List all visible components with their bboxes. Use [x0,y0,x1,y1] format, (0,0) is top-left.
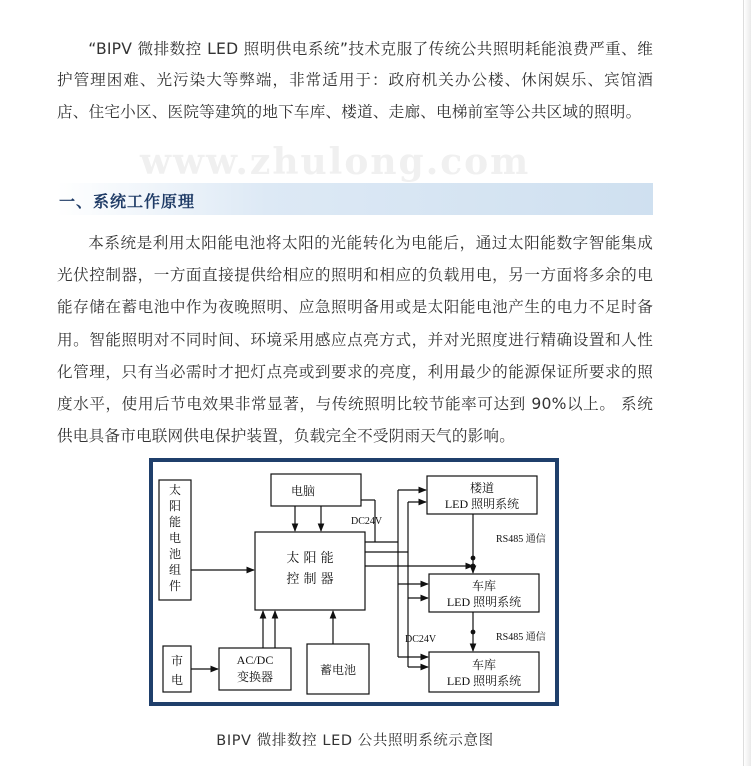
controller-label-line2: 控 制 器 [286,572,334,587]
solar-module-char: 能 [168,515,182,529]
stairwell-label-line1: 楼道 [469,481,495,495]
solar-module-char: 阳 [168,499,182,513]
body-paragraph: 本系统是利用太阳能电池将太阳的光能转化为电能后，通过太阳能数字智能集成光伏控制器，一方面直接提供给相应的照明和相应的负载用电，另一方面将多余的电能存储在蓄电池中作为夜晚照明、应急照明备用或是太阳能电池产生的电力不足时备用。智能照明对不同时间、环境采用感应点亮方式，并对光照度进行精确设置和人性化管理，只有当必需时才把灯点亮或到要求的亮度，利用最少的能源保证所要求的照度水平，使用后节电效果非常显著，与传统照明比较节能率可达到 90%以上。 系统供电具备市电联网供电保护装置，负载完全不受阴雨天气的影响。 [57,234,653,446]
solar-module-char: 件 [168,579,182,593]
dc24v-label-bottom: DC24V [405,634,437,645]
mains-label-char: 电 [170,673,184,687]
solar-module-char: 池 [168,547,182,561]
computer-box [271,474,361,506]
solar-module-char: 电 [168,531,182,545]
rs485-label-top: RS485 通信 [496,534,546,545]
section-heading-bar [57,183,653,215]
solar-module-char: 组 [168,563,182,577]
converter-label-line2: 变换器 [236,670,274,684]
rs485-label-bottom: RS485 通信 [496,632,546,643]
intro-paragraph: “BIPV 微排数控 LED 照明供电系统”技术克服了传统公共照明耗能浪费严重、维护管理困难、光污染大等弊端，非常适用于：政府机关办公楼、休闲娱乐、宾馆酒店、住宅小区、医院等建筑的地下车库、楼道、走廊、电梯前室等公共区域的照明。 [57,40,653,121]
computer-label: 电脑 [290,484,316,498]
diagram-caption: BIPV 微排数控 LED 公共照明系统示意图 [216,733,494,749]
section-heading: 一、系统工作原理 [59,192,196,211]
garage2-label-line2: LED 照明系统 [446,674,522,688]
controller-box [255,532,365,610]
watermark: www.zhulong.com [140,141,531,183]
garage1-label-line2: LED 照明系统 [446,595,522,609]
system-diagram-svg [153,462,555,702]
controller-label-line1: 太 阳 能 [286,551,334,566]
garage1-label-line1: 车库 [471,579,497,593]
stairwell-label-line2: LED 照明系统 [444,497,520,511]
battery-label: 蓄电池 [319,663,357,677]
window-scroll-edge [743,0,751,766]
solar-module-label [169,482,181,593]
garage2-label-line1: 车库 [471,658,497,672]
converter-label-line1: AC/DC [236,653,274,667]
system-diagram [149,458,559,706]
dc24v-label-top: DC24V [351,516,383,527]
mains-label-char: 市 [170,654,184,668]
solar-module-char: 太 [168,483,182,497]
